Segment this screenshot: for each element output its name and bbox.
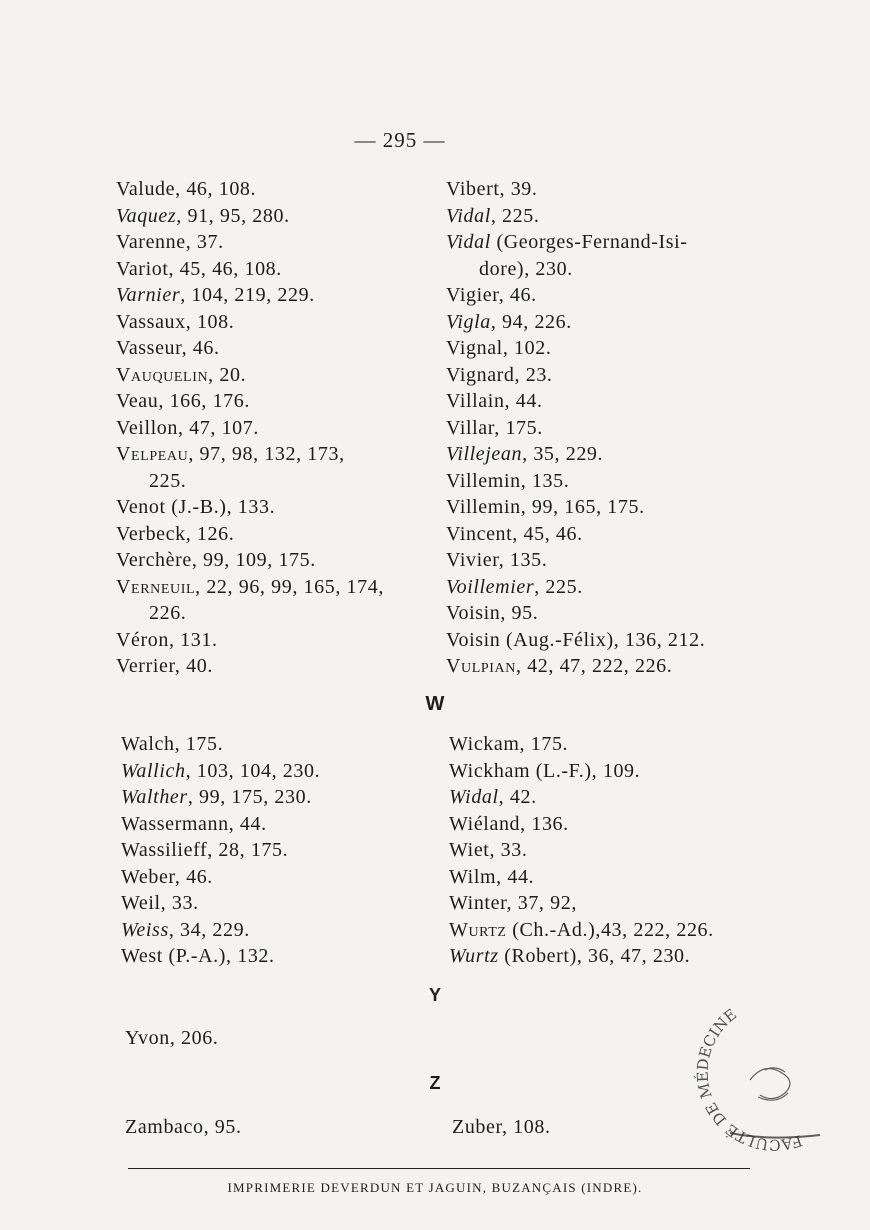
index-entry [446,388,796,415]
index-entry-name: Villejean [446,443,523,465]
svg-text:FACULTÉ DE MÉDECINE [694,1005,805,1154]
index-entry [116,335,421,362]
printer-imprint: IMPRIMERIE DEVERDUN ET JAGUIN, BUZANÇAIS (INDRE). [227,1180,643,1195]
index-entry [116,388,421,415]
index-entry [449,864,789,891]
index-entry-name: Varenne, 37. [116,231,224,253]
index-entry [446,627,796,654]
index-entry-name: dore), 230. [479,257,573,280]
index-entry [446,335,796,362]
index-entry [449,917,789,944]
index-entry-pages: (Ch.-Ad.),43, 222, 226. [506,918,714,941]
section-letter-z: Z [429,1073,441,1093]
index-entry-name: Venot (J.-B.), 133. [116,496,276,518]
index-entry [116,627,421,654]
index-entry-name: Vigier, 46. [446,284,537,306]
index-entry-pages: , 103, 104, 230. [185,759,321,782]
index-entry-pages: (Robert), 36, 47, 230. [498,945,691,967]
index-entry-name: Villemin, 135. [446,469,570,492]
index-entry [446,494,796,521]
index-entry-name: Vulpian [446,655,516,677]
index-entry [116,176,421,203]
index-entry-name: Valude, 46, 108. [116,178,257,200]
index-entry-name: Walch, 175. [121,733,224,755]
index-entry [116,521,421,548]
index-entry [446,441,796,468]
index-entry-name: Wurtz [449,918,507,941]
index-entry-name: Vigla [446,310,491,333]
index-entry-name: Wassilieff, 28, 175. [121,839,289,861]
index-entry [446,521,796,548]
index-entry [116,441,421,468]
index-entry [449,890,789,917]
index-entry [446,362,796,389]
index-entry [449,758,789,785]
page-number: — 295 — [354,128,446,152]
index-entry [116,282,421,309]
index-entry [446,282,796,309]
index-entry-name: Voisin (Aug.-Félix), 136, 212. [446,628,706,651]
library-stamp-icon [690,985,820,1165]
section-letter-y: Y [428,985,441,1005]
index-entry [116,468,421,495]
index-entry [446,415,796,442]
index-entry-name: Villar, 175. [446,416,543,439]
index-entry [449,811,789,838]
index-entry [116,203,421,230]
index-entry [116,229,421,256]
index-entry-name: West (P.-A.), 132. [121,945,275,967]
footer-rule [128,1168,750,1169]
index-column-v-right [446,176,796,680]
index-entry [116,362,421,389]
index-entry-name: Weiss [121,918,169,941]
index-entry-name: Wiet, 33. [449,839,528,861]
index-entry-name: Veillon, 47, 107. [116,416,259,439]
index-entry-name: Vincent, 45, 46. [446,522,583,545]
index-column-v-left [116,176,421,680]
index-entry-name: Weil, 33. [121,892,199,914]
index-entry-name: Verrier, 40. [116,655,213,677]
index-entry-name: Vivier, 135. [446,549,548,571]
index-entry [446,468,796,495]
index-entry [449,943,789,970]
index-entry [446,547,796,574]
index-entry [449,731,789,758]
index-entry-pages: , 42, 47, 222, 226. [515,655,673,677]
index-entry-name: Veau, 166, 176. [116,390,250,412]
index-entry-name: 225. [149,469,187,492]
index-entry-pages: , 35, 229. [522,443,604,465]
index-entry [446,256,796,283]
index-entry-pages: , 91, 95, 280. [176,204,290,227]
index-entry [116,600,421,627]
index-entry-pages: , 225. [490,204,540,227]
index-entry [446,574,796,601]
index-entry-pages: , 225. [534,575,583,598]
index-entry [121,917,441,944]
index-entry-name: Wassermann, 44. [121,812,267,835]
index-entry-name: Vibert, 39. [446,178,538,200]
index-entry-name: Vassaux, 108. [116,310,235,333]
index-entry [121,811,441,838]
index-entry-name: Vignal, 102. [446,337,552,359]
index-entry [125,1114,242,1141]
index-column-z-left [125,1114,242,1141]
index-entry [446,229,796,256]
index-entry-name: Walther [121,786,188,808]
index-entry-name: Verchère, 99, 109, 175. [116,549,316,571]
index-entry-name: Variot, 45, 46, 108. [116,257,282,280]
index-entry-pages: , 104, 219, 229. [180,284,315,306]
index-entry-pages: , 22, 96, 99, 165, 174, [195,575,384,598]
index-entry [121,943,441,970]
index-entry [121,731,441,758]
index-entry-name: Widal [449,786,499,808]
index-entry-name: Voisin, 95. [446,602,539,624]
index-entry-name: Velpeau [116,443,189,465]
index-entry [452,1114,551,1141]
index-entry-name: Weber, 46. [121,865,213,888]
index-entry [125,1025,218,1052]
index-entry-name: Voillemier [446,575,535,598]
index-entry [121,837,441,864]
index-entry [116,256,421,283]
index-entry-name: Varnier [116,284,181,306]
index-entry [449,784,789,811]
index-entry-pages: , 42. [498,786,537,808]
index-entry [116,574,421,601]
index-entry-name: Vidal [446,204,491,227]
index-entry-name: Wickham (L.-F.), 109. [449,759,641,782]
index-entry [449,837,789,864]
index-entry [121,864,441,891]
section-letter-w: W [425,693,445,715]
index-entry [116,547,421,574]
index-entry-name: Véron, 131. [116,628,218,651]
index-entry-name: Wallich [121,759,186,782]
index-entry-pages: (Georges-Fernand-Isi- [490,231,688,253]
index-entry [446,309,796,336]
index-entry-name: Wilm, 44. [449,865,535,888]
index-entry-name: Vauquelin [116,363,209,386]
index-entry-name: Verneuil [116,575,196,598]
index-entry-name: Villain, 44. [446,390,543,412]
index-entry-pages: , 97, 98, 132, 173, [188,443,345,465]
index-entry [446,600,796,627]
index-entry-pages: , 94, 226. [490,310,572,333]
index-entry [121,758,441,785]
index-entry-pages: , 99, 175, 230. [187,786,312,808]
index-entry-name: Verbeck, 126. [116,522,235,545]
index-column-y-left [125,1025,218,1052]
index-entry-pages: , 20. [208,363,247,386]
index-entry-name: Zuber, 108. [452,1116,551,1138]
stamp-lettering: FACULTÉ DE MÉDECINE [693,1005,805,1154]
index-entry [116,653,421,680]
index-entry [116,494,421,521]
index-entry-pages: , 34, 229. [168,918,250,941]
index-entry-name: Villemin, 99, 165, 175. [446,496,645,518]
index-entry [121,890,441,917]
index-column-w-left [121,731,441,970]
index-entry [116,415,421,442]
index-entry-name: Vaquez [116,204,177,227]
index-entry-name: Vasseur, 46. [116,337,220,359]
index-entry-name: Zambaco, 95. [125,1116,242,1138]
index-entry [121,784,441,811]
index-entry-name: Wiéland, 136. [449,812,569,835]
index-entry-name: Wickam, 175. [449,733,569,755]
index-entry-name: Vignard, 23. [446,363,553,386]
index-entry [446,176,796,203]
index-column-z-right [452,1114,551,1141]
index-entry-name: Vidal [446,231,491,253]
index-column-w-right [449,731,789,970]
index-entry-name: Winter, 37, 92, [449,892,577,914]
index-entry-name: Yvon, 206. [125,1027,219,1049]
index-entry [446,653,796,680]
index-entry [116,309,421,336]
index-entry-name: Wurtz [449,945,499,967]
index-entry [446,203,796,230]
index-entry-name: 226. [149,602,187,624]
